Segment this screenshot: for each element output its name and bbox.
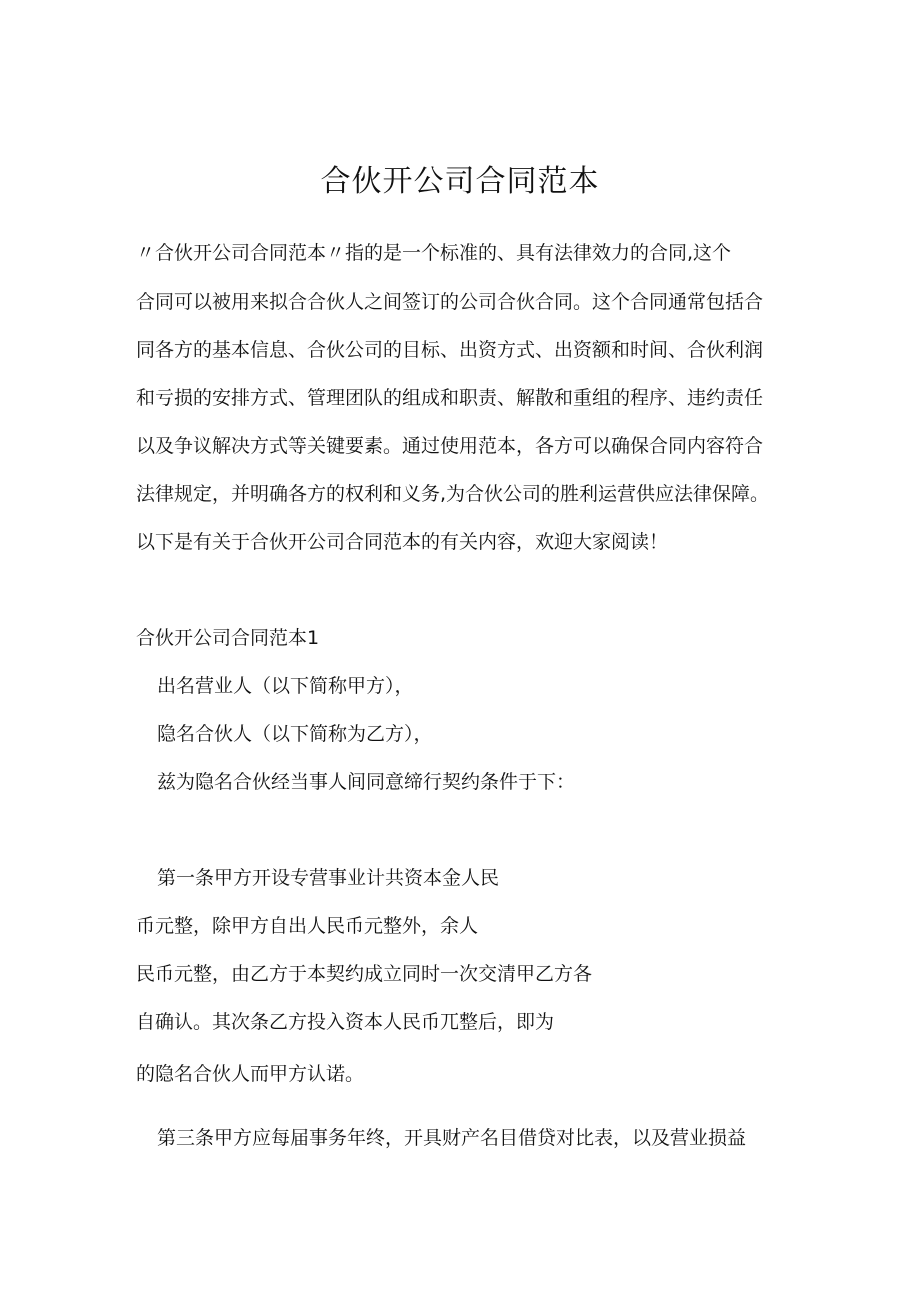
section-heading: 合伙开公司合同范本1	[136, 627, 320, 649]
intro-line: 合同可以被用来拟合合伙人之间签订的公司合伙合同。这个合同通常包括合	[136, 291, 764, 313]
intro-line: 〃合伙开公司合同范本〃指的是一个标准的、具有法律效力的合同,这个	[136, 242, 732, 264]
party-line: 出名营业人（以下简称甲方），	[157, 675, 414, 697]
intro-line: 法律规定，并明确各方的权利和义务,为合伙公司的胜利运营供应法律保障。	[136, 483, 770, 505]
document-title: 合伙开公司合同范本	[320, 164, 600, 199]
article-line: 自确认。其次条乙方投入资本人民币兀整后，即为	[136, 1011, 555, 1033]
article-line: 的隐名合伙人而甲方认诺。	[136, 1063, 365, 1085]
intro-line: 以及争议解决方式等关键要素。通过使用范本，各方可以确保合同内容符合	[136, 435, 764, 457]
party-line: 隐名合伙人（以下简称为乙方），	[157, 723, 433, 745]
intro-line: 和亏损的安排方式、管理团队的组成和职责、解散和重组的程序、违约责任	[136, 387, 764, 409]
intro-line: 同各方的基本信息、合伙公司的目标、出资方式、出资额和时间、合伙利润	[136, 339, 764, 361]
party-line: 兹为隐名合伙经当事人间同意缔行契约条件于下：	[157, 771, 576, 793]
article-line: 第一条甲方开设专营事业计共资本金人民	[157, 867, 500, 889]
article-line: 第三条甲方应每届事务年终，开具财产名目借贷对比表，以及营业损益	[157, 1127, 747, 1149]
article-line: 币元整，除甲方自出人民币元整外，余人	[136, 915, 479, 937]
article-line: 民币元整，由乙方于本契约成立同时一次交清甲乙方各	[136, 963, 593, 985]
intro-line: 以下是有关于合伙开公司合同范本的有关内容，欢迎大家阅读！	[136, 531, 669, 553]
